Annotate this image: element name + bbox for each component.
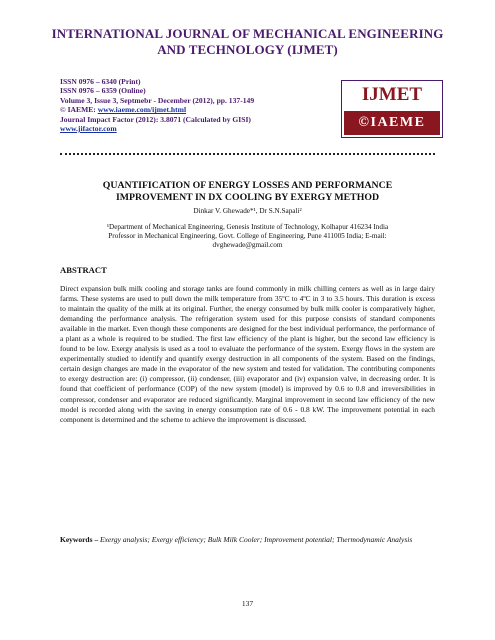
affiliation-line1: ¹Department of Mechanical Engineering, Genesis Institute of Technology, Kolhapur 416234 India [106,223,389,231]
journal-title [30,26,465,58]
paper-title [60,180,435,204]
issn-print: ISSN 0976 – 6340 (Print) [60,77,141,86]
affiliations [60,223,435,251]
abstract-heading: ABSTRACT [60,265,107,275]
logo-iaeme-text: ©IAEME [344,111,440,135]
iaeme-line [60,105,340,114]
jifactor-link[interactable]: www.jifactor.com [60,124,117,134]
issn-online: ISSN 0976 – 6359 (Online) [60,86,146,96]
impact-factor: Journal Impact Factor (2012): 3.8071 (Calculated by GISI) [60,114,251,124]
logo-ijmet-text: IJMET [361,84,423,105]
volume-info: Volume 3, Issue 3, Septmebr - December (2012), pp. 137-149 [60,95,255,105]
abstract-body: Direct expansion bulk milk cooling and storage tanks are found commonly in milk chilling centers as well as in large dairy farms. These systems are used to pull down the milk temperature from 35ºC to 4ºC in 3 to 3.5 hours. This duration is excess to maintain the quality of the milk at its original. Further, the energy consumed by bulk milk cooler is comparatively higher, demanding the performance analysis. The refrigeration system used for this purpose consists of standard components available in the market. Even though these components are designed for the best individual performance, the performance of a plant as a whole is required to be studied. The first law efficiency of the plant is higher, but the second law efficiency is found to be low. Exergy analysis is used as a tool to evaluate the performance of the system. Exergy flows in the system are experimentally studied to identify and quantify exergy destruction in all components of the system. Based on the findings, certain design changes are made in the evaporator of the new system and tested for validation. The contributing components to exergy destruction are: (i) compressor, (ii) condenser, (iii) evaporator and (iv) expansion valve, in decreasing order. It is found that coefficient of performance (COP) of the new system (model) is improved by 0.6 to 0.8 and irreversibilities in compressor, condenser and evaporator are reduced significantly. Marginal improvement in second law efficiency of the new model is recorded along with the saving in energy consumption rate of 0.6 - 0.8 kW. The improvement potential in each component is determined and the scheme to achieve the improvement is discussed. [60,284,435,424]
keywords-label: Keywords – [60,535,99,544]
paper-title-line2: IMPROVEMENT IN DX COOLING BY EXERGY METHOD [115,192,380,203]
journal-title-line1: INTERNATIONAL JOURNAL OF MECHANICAL ENGINEERING [51,26,444,41]
journal-title-line2: AND TECHNOLOGY (IJMET) [157,42,338,57]
keywords [60,535,435,545]
authors: Dinkar V. Ghewade*¹, Dr S.N.Sapali² [193,207,302,215]
header-divider [60,153,435,155]
paper-title-line1: QUANTIFICATION OF ENERGY LOSSES AND PERFORMANCE [102,180,393,191]
iaeme-link[interactable]: www.iaeme.com/ijmet.html [97,105,187,115]
iaeme-label: © IAEME: [60,105,98,115]
journal-metadata [60,77,340,133]
author-email: dvghewade@gmail.com [212,241,283,250]
page-number: 137 [241,599,254,608]
keywords-text: Exergy analysis; Exergy efficiency; Bulk Milk Cooler; Improvement potential; Thermodynamic Analysis [98,535,413,544]
ijmet-logo [341,80,443,138]
affiliation-line2: Professor in Mechanical Engineering, Govt. College of Engineering, Pune 411005 India; E-mail: [108,232,387,241]
